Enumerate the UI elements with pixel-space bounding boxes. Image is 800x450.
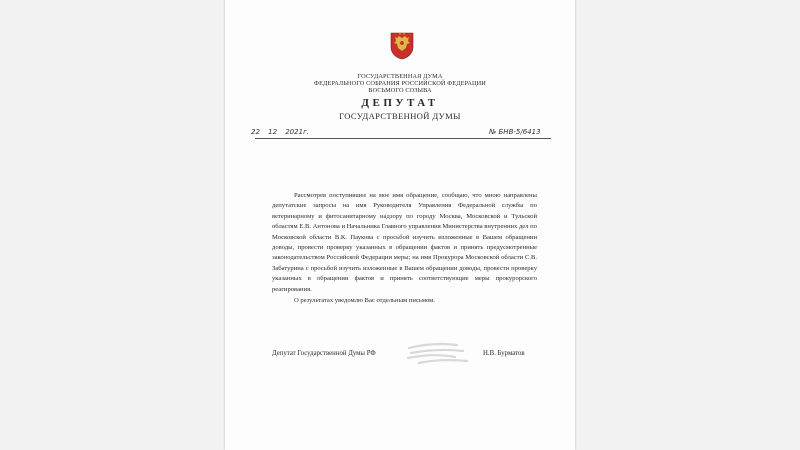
signature-name: Н.В. Бурматов bbox=[483, 350, 525, 357]
handwritten-signature bbox=[405, 340, 475, 368]
letterhead-title: ДЕПУТАТ bbox=[361, 97, 439, 109]
letter-number: № БНВ-5/6413 bbox=[489, 128, 541, 136]
letterhead-line-1: ГОСУДАРСТВЕННАЯ ДУМА bbox=[357, 73, 443, 80]
body-paragraph-2: О результатах уведомлю Вас отдельным письмом. bbox=[294, 297, 435, 305]
letterhead-line-3: ВОСЬМОГО СОЗЫВА bbox=[368, 87, 432, 94]
signature-title: Депутат Государственной Думы РФ bbox=[272, 350, 376, 357]
letter-page bbox=[225, 0, 575, 450]
header-divider bbox=[255, 138, 551, 139]
body-paragraph-1: Рассмотрев поступившее на мое имя обращение, сообщаю, что мною направлены депутатские запросы на имя Руководителя Управления Федеральной службы по ветеринарному и фитосанитарному надзору по городу Москва, Московской и Тульской областям Е.В. Антонова и Начальника Главного управления Министерства внутренних дел по Московской области В.К. Паукова с просьбой изучить изложенные в Вашем обращении доводы, провести проверку указанных в обращении фактов и принять предусмотренные законодательством Российской Федерации меры; на имя Прокурора Московской области С.В. Забатурина с просьбой изучить изложенные в Вашем обращении доводы, провести проверку указанных в обращении фактов и принять соответствующие меры прокурорского реагирования. bbox=[272, 192, 537, 293]
letter-body bbox=[272, 191, 537, 306]
letter-date: 22 12 2021г. bbox=[251, 128, 309, 136]
russian-coat-of-arms-icon bbox=[389, 30, 415, 60]
letterhead-line-2: ФЕДЕРАЛЬНОГО СОБРАНИЯ РОССИЙСКОЙ ФЕДЕРАЦИИ bbox=[314, 80, 486, 87]
letterhead-subtitle: ГОСУДАРСТВЕННОЙ ДУМЫ bbox=[339, 111, 461, 121]
